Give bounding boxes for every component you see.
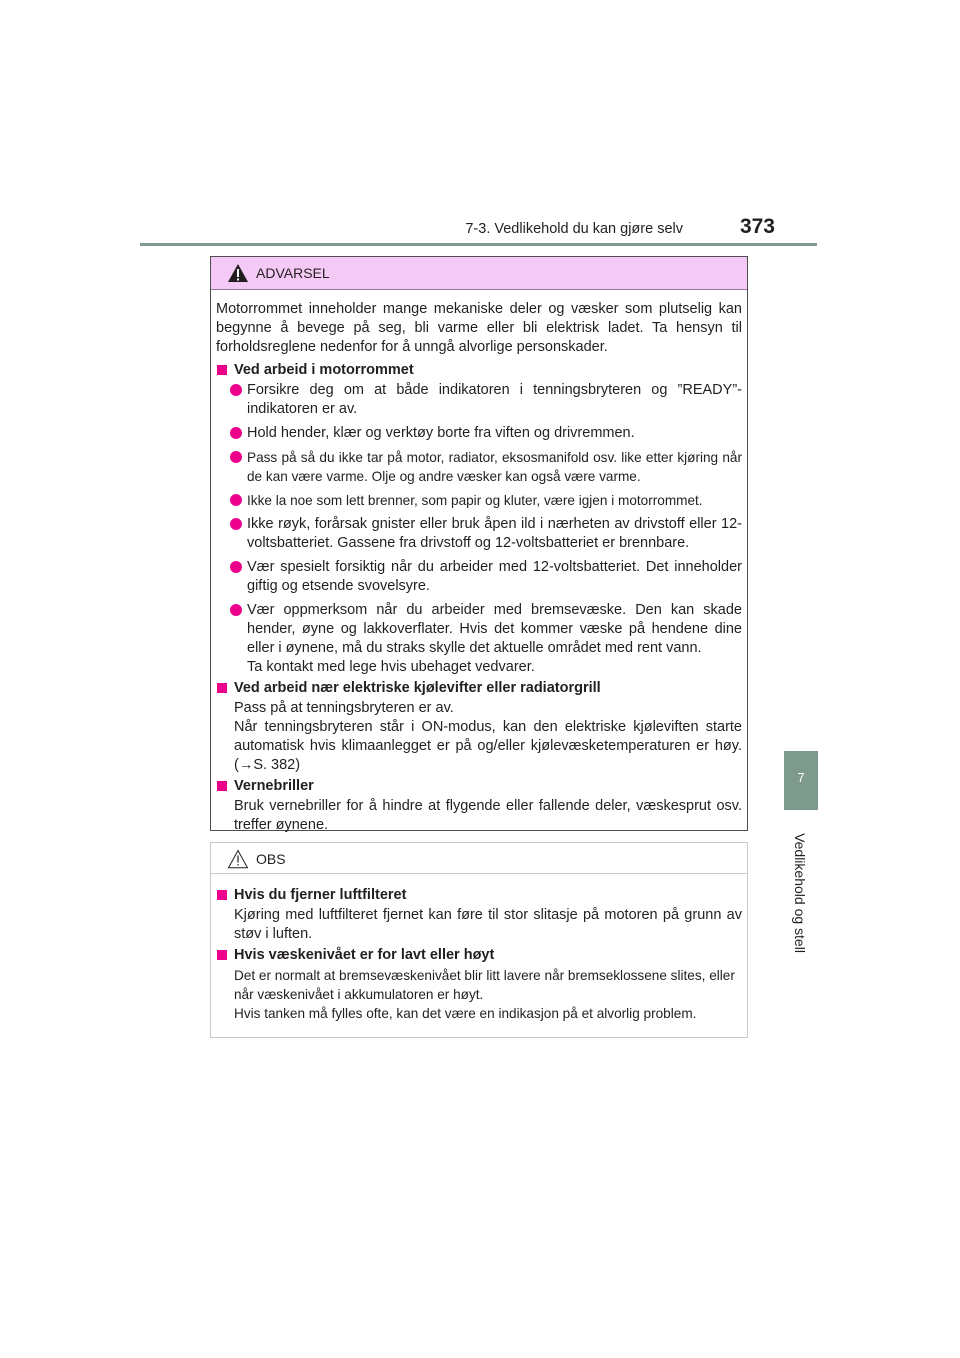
round-bullet-icon [230, 604, 242, 616]
bullet-text: Hold hender, klær og verktøy borte fra viften og drivremmen. [247, 425, 635, 441]
bullet-item [216, 424, 742, 443]
round-bullet-icon [230, 384, 242, 396]
notice-box [210, 842, 748, 1038]
bullet-item [216, 491, 742, 510]
warning-heading-kjolevifter [216, 679, 742, 698]
header-rule [140, 243, 817, 246]
round-bullet-icon [230, 518, 242, 530]
notice-heading-vaeskeniva [216, 946, 742, 965]
warning-title: ADVARSEL [256, 265, 330, 281]
heading-text: Hvis du fjerner luftfilteret [234, 887, 407, 903]
page-number: 373 [739, 215, 775, 238]
bullet-item [216, 448, 742, 486]
square-bullet-icon [217, 365, 227, 375]
warning-intro: Motorrommet inneholder mange mekaniske deler og væsker som plutselig kan begynne å bevege på seg, bli varme eller bli elektrisk ladet. Ta hensyn til forholdsreglene nedenfor for å unngå alvorlige personskader. [216, 301, 742, 355]
section-line: Kjøring med luftfilteret fjernet kan føre til stor slitasje på motoren på grunn av støv i luften. [234, 907, 742, 942]
bullet-text: Forsikre deg om at både indikatoren i tenningsbryteren og ”READY”-indikatoren er av. [247, 382, 742, 417]
heading-text: Ved arbeid nær elektriske kjølevifter eller radiatorgrill [234, 680, 601, 696]
bullet-item [216, 558, 742, 596]
bullet-item [216, 381, 742, 419]
warning-heading-vernebriller [216, 777, 742, 796]
square-bullet-icon [217, 890, 227, 900]
warning-triangle-icon [227, 263, 249, 283]
bullet-item [216, 515, 742, 553]
notice-header [211, 843, 747, 874]
heading-text: Vernebriller [234, 778, 314, 794]
section-text [216, 699, 742, 775]
chapter-tab [784, 751, 818, 810]
section-line: Pass på at tenningsbryteren er av. [234, 700, 454, 716]
section-text [216, 906, 742, 944]
chapter-number: 7 [797, 770, 805, 785]
warning-header [211, 257, 747, 290]
heading-text: Hvis væskenivået er for lavt eller høyt [234, 947, 495, 963]
section-text [216, 966, 742, 1023]
caution-triangle-icon [227, 849, 249, 869]
warning-body [211, 290, 747, 835]
square-bullet-icon [217, 781, 227, 791]
notice-body [211, 874, 747, 1023]
notice-title: OBS [256, 851, 286, 867]
warning-box [210, 256, 748, 831]
chapter-title-vertical [776, 818, 824, 968]
section-line: Hvis tanken må fylles ofte, kan det være en indikasjon på et alvorlig problem. [234, 1006, 697, 1021]
running-header-section: 7-3. Vedlikehold du kan gjøre selv [465, 221, 683, 237]
round-bullet-icon [230, 451, 242, 463]
bullet-text: Vær oppmerksom når du arbeider med bremsevæske. Den kan skade hender, øyne og lakkoverflater. Hvis det kommer væske på hendene dine eller i øynene, må du straks skylle det aktuelle området med rent vann. [247, 602, 742, 656]
section-line: Bruk vernebriller for å hindre at flygende eller fallende deler, væskesprut osv. treffer øynene. [234, 798, 742, 833]
bullet-tail-text: Ta kontakt med lege hvis ubehaget vedvarer. [247, 659, 535, 675]
heading-text: Ved arbeid i motorrommet [234, 362, 414, 378]
notice-heading-luftfilter [216, 886, 742, 905]
section-text [216, 797, 742, 835]
chapter-title-text: Vedlikehold og stell [792, 833, 808, 953]
bullet-text: Pass på så du ikke tar på motor, radiator, eksosmanifold osv. like etter kjøring når de kan være varme. Olje og andre væsker kan også være varme. [247, 450, 742, 484]
square-bullet-icon [217, 950, 227, 960]
round-bullet-icon [230, 427, 242, 439]
bullet-text: Ikke la noe som lett brenner, som papir og kluter, være igjen i motorrommet. [247, 493, 703, 508]
bullet-item [216, 601, 742, 677]
section-line: Når tenningsbryteren står i ON-modus, kan den elektriske kjøleviften starte automatisk hvis klimaanlegget er på og/eller kjølevæsketemperaturen er høy. (→S. 382) [234, 719, 742, 773]
bullet-text: Vær spesielt forsiktig når du arbeider med 12-voltsbatteriet. Det inneholder giftig og etsende svovelsyre. [247, 559, 742, 594]
warning-heading-motorrom [216, 361, 742, 380]
round-bullet-icon [230, 494, 242, 506]
section-line: Det er normalt at bremsevæskenivået blir litt lavere når bremseklossene slites, eller når væskenivået i akkumulatoren er høyt. [234, 968, 735, 1002]
square-bullet-icon [217, 683, 227, 693]
round-bullet-icon [230, 561, 242, 573]
bullet-text: Ikke røyk, forårsak gnister eller bruk åpen ild i nærheten av drivstoff eller 12-voltsbatteriet. Gassene fra drivstoff og 12-voltsbatteriet er brennbare. [247, 516, 742, 551]
